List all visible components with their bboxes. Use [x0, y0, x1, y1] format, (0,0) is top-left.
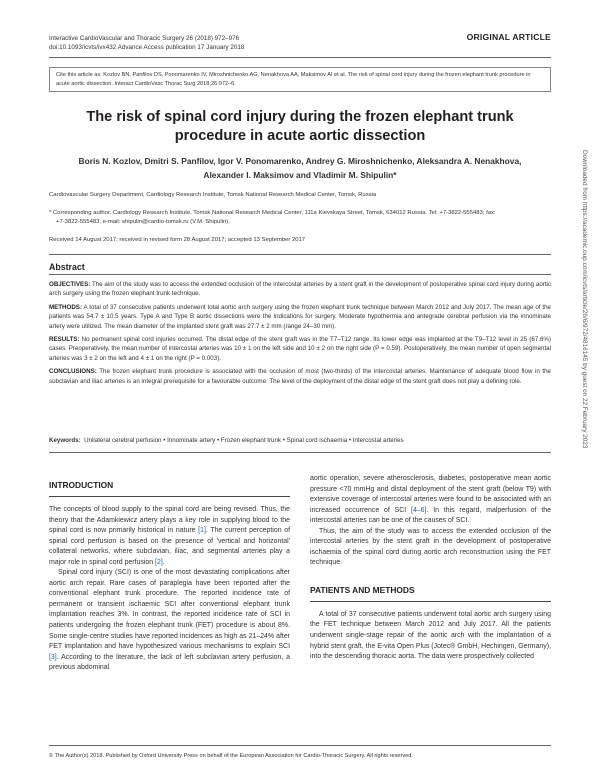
citation-box	[49, 67, 551, 92]
abstract-conclusions	[49, 367, 551, 386]
objectives-label: OBJECTIVES:	[49, 281, 91, 288]
article-title: The risk of spinal cord injury during the frozen elephant trunk procedure in acute aortic dissection	[86, 109, 514, 144]
intro-p1-text-b: . The current perception of spinal cord perfusion is based on the presence of 'vertical and horizontal' collateral networks, where subclavian, iliac, and segmental arteries play a major role in spinal cord perfusion	[49, 527, 290, 566]
keywords-label: Keywords:	[49, 437, 81, 444]
journal-line: Interactive CardioVascular and Thoracic Surgery 26 (2018) 972–976	[49, 35, 240, 42]
intro-p1-text-a: The concepts of blood supply to the spinal cord are being revised. Thus, the theory that the Adamkiewicz artery plays a key role in supplying blood to the spinal cord is now primarily historical in nature	[49, 506, 290, 535]
objectives-text: The aim of the study was to access the extended occlusion of the intercostal arteries by a stent graft in the development of postoperative spinal cord injury during aortic arch surgery using the frozen elephant trunk technique.	[49, 281, 552, 298]
keywords	[49, 436, 551, 445]
left-column	[49, 474, 290, 674]
keywords-text: Unilateral cerebral perfusion • Innominate artery • Frozen elephant trunk • Spinal cord ischaemia • Intercostal arteries	[84, 437, 404, 444]
section-label: ORIGINAL ARTICLE	[466, 32, 551, 42]
introduction-heading: INTRODUCTION	[49, 474, 290, 497]
reference-link-1[interactable]: [1]	[198, 527, 206, 535]
right-column	[310, 474, 551, 663]
reference-link-3[interactable]: [3]	[49, 653, 57, 661]
reference-link-4-6[interactable]: [4–6]	[411, 506, 427, 514]
methods-paragraph: A total of 37 consecutive patients underwent total aortic arch surgery using the FET technique between March 2012 and July 2017. All the patients underwent single-stage repair of the aortic arch with the implantation of a hybrid stent graft, the E-vita Open Plus (Jotec® GmbH, Hechingen, Germany), into the descending thoracic aorta. The data were prospectively collected	[310, 610, 551, 661]
conclusions-label: CONCLUSIONS:	[49, 368, 97, 376]
intro-paragraph-2	[49, 568, 290, 673]
authors-line-2: Alexander I. Maksimov and Vladimir M. Shipulin*	[203, 170, 397, 180]
intro-p2-text-a: Spinal cord injury (SCI) is one of the most devastating complications after aortic arch repair. Rare cases of paraplegia have been reported after the conventional elephant trunk procedure. The reported incidence rate of permanent or transient ischaemic SCI after conventional elephant trunk implantation reaches 3%. In contrast, the reported incidence rate of SCI in patients undergoing the frozen elephant trunk (FET) procedure is about 8%. Some single-centre studies have reported incidences as high as 21–24% after FET implantation and have hypothesized various mechanisms to explain SCI	[49, 569, 290, 651]
footer-divider	[49, 745, 551, 746]
right-p1-text-a: aortic operation, severe atherosclerosis, diabetes, postoperative mean aortic pressure <70 mmHg and distal deployment of the stent graft (below T9) with extensive coverage of intercostal arteries were found to be associated with an increased occurrence of SCI	[310, 475, 551, 514]
conclusions-text: The frozen elephant trunk procedure is associated with the occlusion of most (two-thirds) of the intercostal arteries. Maintenance of adequate blood flow in the subclavian and iliac arteries is an integral prerequisite for a favourable outcome. The level of the deployment of the distal edge of the stent graft does not play a defining role.	[49, 368, 551, 385]
intro-paragraph-1	[49, 505, 290, 568]
copyright-footer: © The Author(s) 2018. Published by Oxford University Press on behalf of the European Association for Cardio-Thoracic Surgery. All rights reserved.	[49, 753, 413, 759]
patients-methods-heading: PATIENTS AND METHODS	[310, 579, 551, 602]
abstract-results	[49, 335, 551, 363]
author-list	[49, 154, 551, 182]
abstract-methods	[49, 303, 551, 331]
abstract-heading: Abstract	[49, 262, 85, 272]
authors-line-1: Boris N. Kozlov, Dmitri S. Panfilov, Igor V. Ponomarenko, Andrey G. Miroshnichenko, Aleksandra A. Nenakhova,	[78, 156, 522, 166]
results-label: RESULTS:	[49, 336, 80, 344]
methods-text: A total of 37 consecutive patients underwent total aortic arch surgery using the frozen elephant trunk technique between March 2012 and July 2017. The mean age of the patients was 54.7 ± 10.5 years. Type A and Type B aortic dissections were the indications for surgery. Moderate hypothermia and antegrade cerebral perfusion via the innominate artery were utilized. The mean diameter of the implanted stent graft was 27.7 ± 2 mm (range 24–30 mm).	[49, 303, 551, 330]
abstract-objectives	[49, 280, 551, 299]
header-divider	[49, 57, 551, 58]
affiliation: Cardiovascular Surgery Department, Cardiology Research Institute, Tomsk National Research Medical Center, Tomsk, Russia	[49, 192, 377, 198]
keywords-divider	[49, 452, 551, 453]
download-notice: Downloaded from https://academic.oup.com/icvts/article/26/6/972/4816145 by guest on 22 February 2023	[581, 150, 588, 449]
intro-p2-text-b: . According to the literature, the lack of left subclavian artery perfusion, a previous abdominal	[49, 653, 290, 672]
results-text: No permanent spinal cord injuries occurred. The distal edge of the stent graft was in the T7–T12 range. Its lower edge was implanted at the T9–T12 level in 25 (67.6%) cases. Preoperatively, the mean number of intercostal arteries was 10 ± 1 on the left side and 10 ± 2 on the right side (P = 0.59). Postoperatively, the mean number of open segmental arteries was 3 ± 2 on the left and 4 ± 1 on the right (P = 0.003).	[49, 336, 551, 362]
right-paragraph-2: Thus, the aim of the study was to access the extended occlusion of the intercostal arteries by the stent graft in the development of postoperative ischaemia of the spinal cord during aortic arch reconstruction using the FET technique.	[310, 527, 551, 567]
citation-text: Cite this article as: Kozlov BN, Panfilov DS, Ponomarenko IV, Miroshnichenko AG, Nenakhova AA, Maksimov AI et al. The risk of spinal cord injury during the frozen elephant trunk procedure in acute aortic dissection. Interact CardioVasc Thorac Surg 2018;26:972–6.	[56, 72, 531, 87]
intro-p1-text-c: .	[162, 558, 165, 566]
methods-label: METHODS:	[49, 303, 82, 311]
download-sidebar	[580, 150, 590, 570]
doi-line: doi:10.1093/icvts/ivx432 Advance Access publication 17 January 2018	[49, 44, 245, 51]
journal-header	[49, 34, 244, 52]
abstract-body	[49, 280, 551, 390]
correspondence: * Corresponding author. Cardiology Research Institute, Tomsk National Research Medical Center, 111a Kievskaya Street, Tomsk, 634012 Russia. Tel: +7-3822-555483; fax: +7-3822-555483; e-mail: shipulin@cardio-tomsk.ru (V.M. Shipulin).	[49, 210, 496, 225]
received-dates: Received 14 August 2017; received in revised form 28 August 2017; accepted 13 September 2017	[49, 237, 306, 243]
abstract-heading-divider	[49, 274, 551, 275]
reference-link-2[interactable]: [2]	[155, 558, 163, 566]
right-p1-text-b: . In this regard, malperfusion of the intercostal arteries can be one of the causes of SCI.	[310, 506, 551, 525]
abstract-top-divider	[49, 254, 551, 255]
right-paragraph-1	[310, 474, 551, 527]
